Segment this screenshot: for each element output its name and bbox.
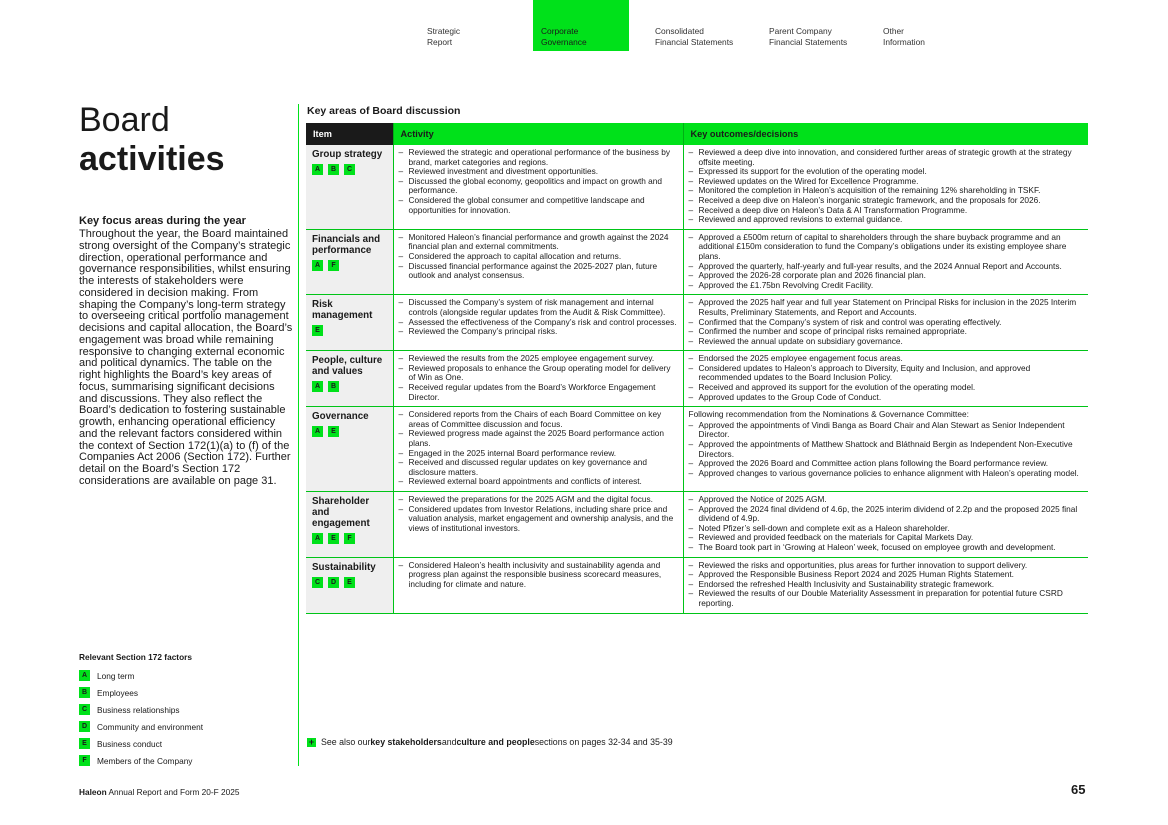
focus-heading: Key focus areas during the year [79,215,246,227]
factor-item [79,684,293,701]
bullet-item: – Approved the appointments of Vindi Banga as Board Chair and Alan Stewart as Senior Independent Director. [688,419,1065,440]
factor-badge: B [328,164,339,175]
activity-cell [393,229,683,295]
item-title: People, culture and values [312,355,383,378]
page-number: 65 [1071,782,1086,797]
table-body [306,145,1088,613]
item-badges [312,164,388,175]
bullet-item: – Approved the 2025 half year and full year Statement on Principal Risks for inclusion in the 2025 Interim Results, Preliminary Statements, and Report and Accounts. [688,297,1077,317]
factor-label: Long term [97,670,135,681]
header-item: Item [306,123,393,145]
see-also-note: + See also our key stakeholders and culture and people sections on pages 32-34 and 35-39 [308,736,673,747]
factor-badge: C [344,164,355,175]
bullet-item: – Reviewed the preparations for the 2025 AGM and the digital focus. [398,494,653,504]
item-badges [312,577,388,588]
page-title-bold: activities [79,140,225,178]
factor-badge: E [312,325,323,336]
outcomes-cell [683,351,1088,407]
bullet-item: – Confirmed the number and scope of principal risks remained appropriate. [688,326,967,337]
bullet-item: – Approved the Responsible Business Report 2024 and 2025 Human Rights Statement. [688,569,1014,580]
item-cell [306,407,393,492]
factors-title: Relevant Section 172 factors [79,652,192,662]
column-divider [298,104,299,766]
activity-cell [393,557,683,613]
bullet-item: – Monitored Haleon’s financial performance and growth against the 2024 financial plan and external commitments. [398,231,669,252]
bullet-item: – Considered updates from Investor Relations, including share price and valuation analysis, market engagement and ownership analysis, and the views of institutional investors. [398,503,674,533]
activity-cell [393,145,683,229]
section-172-factors [79,652,293,769]
footer-brand: Haleon [79,787,107,797]
activity-cell [393,351,683,407]
table-row [306,407,1088,492]
footer [79,787,240,797]
bullet-item: – Expressed its support for the evolution of the operating model. [688,166,927,177]
bullet-item: – Approved the 2026-28 corporate plan and 2026 financial plan. [688,270,926,281]
outcomes-intro: Following recommendation from the Nominations & Governance Committee: [688,409,969,420]
factor-label: Community and environment [97,721,204,732]
bullet-item: – The Board took part in ‘Growing at Haleon’ week, focused on employee growth and development. [688,541,1056,552]
bullet-item: – Reviewed progress made against the 2025 Board performance action plans. [398,428,665,449]
factor-item [79,667,293,684]
bullet-item: – Reviewed the Company’s principal risks. [398,326,558,337]
page-title-light: Board [79,101,170,139]
bullet-item: – Reviewed the risks and opportunities, plus areas for further innovation to support delivery. [688,559,1028,570]
factor-badge: B [328,381,339,392]
bullet-item: – Endorsed the 2025 employee engagement focus areas. [688,353,903,364]
factor-label: Business conduct [97,738,163,749]
item-badges [312,325,388,336]
activity-cell [393,295,683,351]
bullet-item: – Considered Haleon’s health inclusivity and sustainability agenda and progress plan against the responsible business scorecard measures, including for climate and nature. [398,559,662,589]
factor-badge: A [312,381,323,392]
bullet-item: – Reviewed external board appointments and conflicts of interest. [398,476,642,487]
nav-tab-corporate-governance[interactable]: Corporate Governance [533,0,629,51]
bullet-item: – Received and approved its support for the evolution of the operating model. [688,382,976,393]
bullet-item: – Received and discussed regular updates on key governance and disclosure matters. [398,457,647,477]
item-badges [312,381,388,392]
table-row [306,557,1088,613]
bullet-item: – Reviewed investment and divestment opportunities. [398,166,599,177]
bullet-item: – Reviewed the annual update on subsidiary governance. [688,335,903,346]
factor-badge: E [328,426,339,437]
nav-tab-parent-company-financial-statements[interactable]: Parent Company Financial Statements [769,26,848,47]
bullet-item: – Reviewed the results of our Double Materiality Assessment in preparation for potential future CSRD reporting. [688,588,1063,608]
factor-badge: D [328,577,339,588]
outcomes-cell [683,492,1088,558]
factor-item [79,718,293,735]
bullet-item: – Received a deep dive on Haleon’s Data & AI Transformation Programme. [688,204,968,215]
bullet-item: – Approved the quarterly, half-yearly and full-year results, and the 2024 Annual Report and Accounts. [688,260,1062,271]
nav-tab-consolidated-financial-statements[interactable]: Consolidated Financial Statements [655,26,734,47]
factor-badge: A [312,260,323,271]
item-badges [312,260,388,271]
bullet-item: – Approved the 2024 final dividend of 4.6p, the 2025 interim dividend of 2.2p and the proposed 2025 final dividend of 4.9p. [688,503,1078,524]
nav-tab-other-information[interactable]: Other Information [883,26,925,47]
focus-body: Throughout the year, the Board maintained strong oversight of the Company’s strategic direction, operational performance and governance responsibilities, whilst ensuring the interests of stakeholders were considered in decision making. From shaping the Company’s long-term strategy to overseeing critical portfolio management decisions and capital allocation, the Board’s engagement was broad while remaining responsive to changing external economic and political dynamics. The table on the right highlights the Board’s key areas of focus, summarising significant decisions and discussions. They also reflect the Board’s dedication to fostering sustainable growth, enhancing operational efficiency and the relevant factors considered within the context of Section 172(1)(a) to (f) of the Companies Act 2006 (Section 172). Further detail on the Board’s Section 172 considerations are available on page 31. [79,228,293,487]
factor-label: Business relationships [97,704,180,715]
plus-icon: + [308,736,315,747]
bullet-item: – Approved changes to various governance policies to enhance alignment with Haleon’s operating model. [688,467,1079,478]
bullet-item: – Reviewed proposals to enhance the Group operating model for delivery of Win as One. [398,362,671,383]
table-title: Key areas of Board discussion [307,105,461,117]
factor-badge: E [328,533,339,544]
bullet-item: – Approved updates to the Group Code of Conduct. [688,391,882,402]
bullet-item: – Reviewed the strategic and operational performance of the business by brand, market categories and regions. [398,147,671,167]
factor-badge: A [312,533,323,544]
item-badges [312,533,388,544]
table-header-row [306,123,1088,145]
activity-cell [393,492,683,558]
factor-badge: A [312,426,323,437]
bullet-item: – Approved the £1.75bn Revolving Credit Facility. [688,279,874,290]
bullet-item: – Approved the Notice of 2025 AGM. [688,494,827,504]
factor-item [79,752,293,769]
bullet-item: – Considered updates to Haleon’s approach to Diversity, Equity and Inclusion, and approved recommended updates to the Board Inclusion Policy. [688,362,1031,383]
table-row [306,145,1088,229]
table-row [306,492,1088,558]
bullet-item: – Reviewed and approved revisions to external guidance. [688,214,903,225]
factor-badge: B [79,687,90,698]
activity-cell [393,407,683,492]
bullet-item: – Noted Pfizer’s sell-down and complete exit as a Haleon shareholder. [688,522,950,533]
bullet-item: – Reviewed the results from the 2025 employee engagement survey. [398,353,655,364]
bullet-item: – Received a deep dive on Haleon’s inorganic strategic framework, and the proposals for 2026. [688,194,1041,205]
bullet-item: – Approved the 2026 Board and Committee action plans following the Board performance review. [688,458,1049,469]
bullet-item: – Considered reports from the Chairs of each Board Committee on key areas of Committee discussion and focus. [398,409,662,429]
item-title: Shareholder and engagement [312,496,370,529]
factor-badge: C [79,704,90,715]
board-discussion-table [306,123,1088,614]
factor-badge: D [79,721,90,732]
bullet-item: – Reviewed a deep dive into innovation, and considered further areas of strategic growth at the strategy offsite meeting. [688,147,1072,167]
factor-badge: C [312,577,323,588]
outcomes-cell [683,557,1088,613]
header-activity: Activity [393,123,683,145]
key-stakeholders-link[interactable]: key stakeholders [370,737,442,747]
factor-badge: F [328,260,339,271]
factor-badge: A [312,164,323,175]
bullet-item: – Discussed the Company’s system of risk management and internal controls (alongside regular updates from the Audit & Risk Committee). [398,297,666,317]
item-title: Group strategy [312,149,383,160]
factor-item [79,735,293,752]
item-title: Risk management [312,299,373,322]
item-cell [306,145,393,229]
factor-badge: E [344,577,355,588]
factor-label: Employees [97,687,139,698]
item-cell [306,295,393,351]
item-cell [306,229,393,295]
outcomes-cell [683,229,1088,295]
culture-and-people-link[interactable]: culture and people [456,737,535,747]
table-row [306,229,1088,295]
factor-badge: A [79,670,90,681]
factor-label: Members of the Company [97,755,193,766]
bullet-item: – Engaged in the 2025 internal Board performance review. [398,447,617,458]
item-badges [312,426,388,437]
bullet-item: – Approved the appointments of Matthew Shattock and Bláthnaid Bergin as Independent Non-Executive Directors. [688,439,1073,459]
bullet-item: – Assessed the effectiveness of the Company’s risk and control processes. [398,316,677,327]
item-cell [306,351,393,407]
outcomes-cell [683,145,1088,229]
factor-badge: F [344,533,355,544]
factor-badge: E [79,738,90,749]
item-cell [306,557,393,613]
item-title: Sustainability [312,561,376,573]
outcomes-cell [683,295,1088,351]
bullet-item: – Reviewed updates on the Wired for Excellence Programme. [688,175,919,186]
bullet-item: – Considered the global consumer and competitive landscape and opportunities for innovation. [398,194,645,215]
factor-badge: F [79,755,90,766]
bullet-item: – Confirmed that the Company’s system of risk and control was operating effectively. [688,316,1002,327]
bullet-item: – Discussed the global economy, geopolitics and impact on growth and performance. [398,175,663,196]
item-title: Governance [312,411,369,423]
table-row [306,351,1088,407]
item-title: Financials and performance [312,233,381,256]
table-row [306,295,1088,351]
outcomes-cell [683,407,1088,492]
bullet-item: – Monitored the completion in Haleon’s acquisition of the remaining 12% shareholding in TSKF. [688,185,1041,196]
nav-tab-strategic-report[interactable]: Strategic Report [427,26,461,47]
factor-list [79,667,293,769]
bullet-item: – Discussed financial performance against the 2025-2027 plan, future outlook and analyst consensus. [398,260,658,281]
item-cell [306,492,393,558]
bullet-item: – Considered the approach to capital allocation and returns. [398,250,622,261]
factor-item [79,701,293,718]
footer-text: Annual Report and Form 20-F 2025 [106,787,240,797]
bullet-item: – Reviewed and provided feedback on the materials for Capital Markets Day. [688,532,974,543]
bullet-item: – Endorsed the refreshed Health Inclusivity and Sustainability strategic framework. [688,578,995,589]
header-outcomes: Key outcomes/decisions [683,123,1088,145]
bullet-item: – Received regular updates from the Board’s Workforce Engagement Director. [398,382,656,402]
bullet-item: – Approved a £500m return of capital to shareholders through the share buyback programme and an additional £150m consideration to fund the Company’s obligations under its existing employee share plans. [688,231,1067,261]
